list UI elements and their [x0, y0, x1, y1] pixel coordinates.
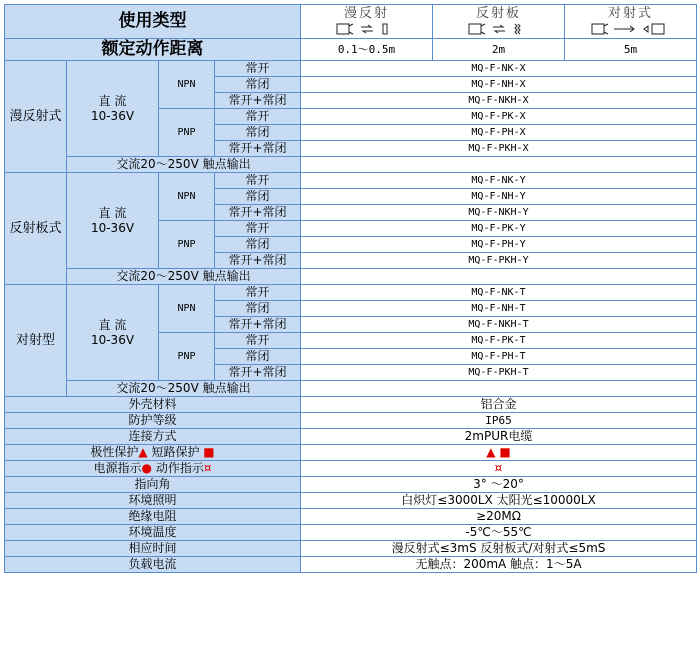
power-indicator-label: 电源指示	[93, 461, 142, 475]
dc-range: 10-36V	[90, 220, 135, 235]
spec-row	[5, 429, 697, 445]
table-row	[5, 173, 697, 189]
spec-label-protection	[5, 445, 301, 461]
sensor-name-diffuse: 漫反射	[343, 6, 389, 21]
spec-value: 白炽灯≤3000LX 太阳光≤10000LX	[301, 493, 697, 509]
model-number: MQ-F-PH-Y	[301, 237, 697, 253]
model-number: MQ-F-PK-X	[301, 109, 697, 125]
dc-cell	[67, 61, 159, 157]
spec-value: -5℃～55℃	[301, 525, 697, 541]
output-type: 常闭	[215, 301, 301, 317]
model-number: MQ-F-PKH-X	[301, 141, 697, 157]
model-number: MQ-F-NH-X	[301, 77, 697, 93]
spec-row	[5, 461, 697, 477]
spec-value-protection	[301, 445, 697, 461]
model-number: MQ-F-PKH-Y	[301, 253, 697, 269]
table-row	[5, 157, 697, 173]
spec-value: 铝合金	[301, 397, 697, 413]
output-type: 常开	[215, 173, 301, 189]
spec-label: 环境温度	[5, 525, 301, 541]
spec-row	[5, 477, 697, 493]
ac-output-value	[301, 157, 697, 173]
output-type: 常闭	[215, 77, 301, 93]
output-type: 常开	[215, 221, 301, 237]
through-beam-sensor-icon	[586, 22, 676, 36]
action-indicator-label: 动作指示	[155, 461, 204, 475]
sensor-type-reflector	[433, 5, 565, 39]
output-type: 常开+常闭	[215, 317, 301, 333]
group-name: 对射型	[5, 285, 67, 397]
ac-output-value	[301, 269, 697, 285]
currency-sign-icon: ¤	[203, 461, 212, 475]
model-number: MQ-F-PK-T	[301, 333, 697, 349]
npn-label: NPN	[159, 173, 215, 221]
sensor-name-through-beam: 对射式	[607, 6, 653, 21]
model-number: MQ-F-NKH-Y	[301, 205, 697, 221]
model-number: MQ-F-NH-Y	[301, 189, 697, 205]
group-name: 反射板式	[5, 173, 67, 285]
output-type: 常开	[215, 333, 301, 349]
short-circuit-protection-label: 短路保护	[151, 445, 200, 459]
dc-label: 直 流	[98, 205, 127, 220]
output-type: 常闭	[215, 125, 301, 141]
output-type: 常开+常闭	[215, 205, 301, 221]
spec-value: 无触点：200mA 触点：1～5A	[301, 557, 697, 573]
output-type: 常开	[215, 109, 301, 125]
triangle-icon: ▲	[138, 445, 148, 459]
dc-label: 直 流	[98, 93, 127, 108]
spec-label: 绝缘电阻	[5, 509, 301, 525]
ac-output-label: 交流20～250V 触点输出	[67, 269, 301, 285]
spec-row	[5, 493, 697, 509]
model-number: MQ-F-PK-Y	[301, 221, 697, 237]
sensor-name-reflector: 反射板	[475, 6, 521, 21]
model-number: MQ-F-NKH-X	[301, 93, 697, 109]
polarity-protection-label: 极性保护	[90, 445, 139, 459]
diffuse-sensor-icon	[327, 22, 407, 36]
model-number: MQ-F-NK-Y	[301, 173, 697, 189]
spec-label: 连接方式	[5, 429, 301, 445]
model-number: MQ-F-PH-X	[301, 125, 697, 141]
spec-row	[5, 445, 697, 461]
spec-row	[5, 525, 697, 541]
spec-value: 3° ～20°	[301, 477, 697, 493]
table-row	[5, 285, 697, 301]
output-type: 常开+常闭	[215, 365, 301, 381]
ac-output-value	[301, 381, 697, 397]
dot-icon: ●	[141, 461, 152, 475]
ac-output-label: 交流20～250V 触点输出	[67, 381, 301, 397]
model-number: MQ-F-NKH-T	[301, 317, 697, 333]
spec-value: 漫反射式≤3mS 反射板式/对射式≤5mS	[301, 541, 697, 557]
spec-row	[5, 541, 697, 557]
distance-diffuse: 0.1～0.5m	[301, 39, 433, 61]
distance-row	[5, 39, 697, 61]
dc-range: 10-36V	[90, 108, 135, 123]
pnp-label: PNP	[159, 333, 215, 381]
reflector-sensor-icon	[459, 22, 539, 36]
npn-label: NPN	[159, 285, 215, 333]
spec-table	[4, 4, 697, 573]
table-row	[5, 61, 697, 77]
spec-label: 外壳材料	[5, 397, 301, 413]
spec-row	[5, 557, 697, 573]
currency-sign-icon: ¤	[494, 461, 503, 475]
spec-row	[5, 397, 697, 413]
output-type: 常闭	[215, 189, 301, 205]
output-type: 常闭	[215, 237, 301, 253]
dc-range: 10-36V	[90, 332, 135, 347]
triangle-icon: ▲	[486, 445, 496, 459]
usage-type-header: 使用类型	[5, 5, 301, 39]
model-number: MQ-F-PH-T	[301, 349, 697, 365]
output-type: 常开	[215, 285, 301, 301]
model-number: MQ-F-NK-T	[301, 285, 697, 301]
spec-label: 负载电流	[5, 557, 301, 573]
square-icon: ■	[203, 445, 215, 459]
rated-distance-header: 额定动作距离	[5, 39, 301, 61]
spec-value-indicators	[301, 461, 697, 477]
ac-output-label: 交流20～250V 触点输出	[67, 157, 301, 173]
spec-value: IP65	[301, 413, 697, 429]
model-number: MQ-F-NH-T	[301, 301, 697, 317]
pnp-label: PNP	[159, 109, 215, 157]
table-row	[5, 269, 697, 285]
spec-label: 指向角	[5, 477, 301, 493]
spec-label-indicators	[5, 461, 301, 477]
header-row	[5, 5, 697, 39]
output-type: 常开	[215, 61, 301, 77]
pnp-label: PNP	[159, 221, 215, 269]
output-type: 常开+常闭	[215, 141, 301, 157]
model-number: MQ-F-NK-X	[301, 61, 697, 77]
square-icon: ■	[499, 445, 511, 459]
distance-through-beam: 5m	[565, 39, 697, 61]
sensor-type-diffuse	[301, 5, 433, 39]
output-type: 常开+常闭	[215, 93, 301, 109]
spec-row	[5, 509, 697, 525]
spec-label: 防护等级	[5, 413, 301, 429]
spec-label: 相应时间	[5, 541, 301, 557]
sensor-type-through-beam	[565, 5, 697, 39]
distance-reflector: 2m	[433, 39, 565, 61]
npn-label: NPN	[159, 61, 215, 109]
spec-value: ≥20MΩ	[301, 509, 697, 525]
dc-label: 直 流	[98, 317, 127, 332]
group-name: 漫反射式	[5, 61, 67, 173]
output-type: 常闭	[215, 349, 301, 365]
spec-row	[5, 413, 697, 429]
model-number: MQ-F-PKH-T	[301, 365, 697, 381]
spec-label: 环境照明	[5, 493, 301, 509]
output-type: 常开+常闭	[215, 253, 301, 269]
spec-value: 2mPUR电缆	[301, 429, 697, 445]
dc-cell	[67, 173, 159, 269]
table-row	[5, 381, 697, 397]
dc-cell	[67, 285, 159, 381]
